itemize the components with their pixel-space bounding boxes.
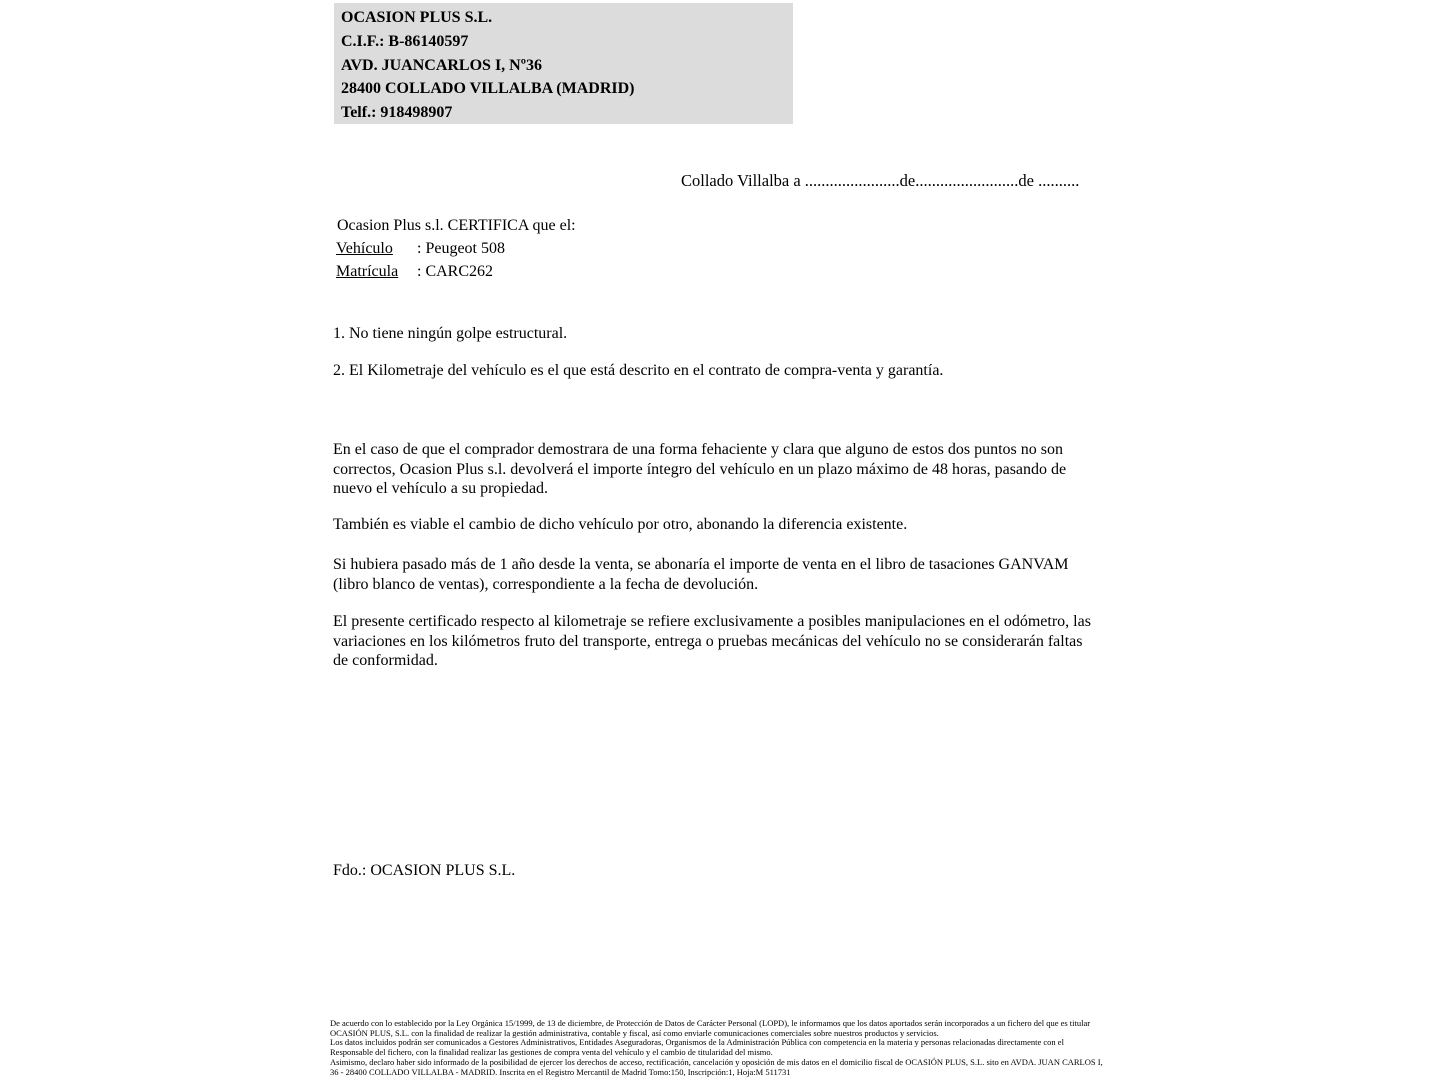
point-1: 1. No tiene ningún golpe estructural. — [333, 325, 568, 342]
signature-line: Fdo.: OCASION PLUS S.L. — [333, 862, 516, 879]
paragraph-ganvam-valuation: Si hubiera pasado más de 1 año desde la venta, se abonaría el importe de venta en el libro de tasaciones GANVAM (libro blanco de ventas), correspondiente a la fecha de devolución. — [333, 556, 1069, 593]
certification-intro: Ocasion Plus s.l. CERTIFICA que el: — [337, 217, 576, 234]
paragraph-odometer-disclaimer: El presente certificado respecto al kilometraje se refiere exclusivamente a posibles manipulaciones en el odómetro, las variaciones en los kilómetros fruto del transporte, entrega o pruebas mecánicas del vehículo no se considerarán faltas de conformidad. — [333, 613, 1091, 670]
paragraph-refund-policy: En el caso de que el comprador demostrara de una forma fehaciente y clara que alguno de estos dos puntos no son correctos, Ocasion Plus s.l. devolverá el importe íntegro del vehículo en un plazo máximo de 48 horas, pasando de nuevo el vehículo a su propiedad. — [333, 441, 1067, 498]
plate-value: : CARC262 — [417, 263, 494, 280]
vehicle-value: : Peugeot 508 — [417, 240, 505, 257]
date-line: Collado Villalba a .......................de.........................de .......... — [681, 171, 1080, 190]
company-address: AVD. JUANCARLOS I, Nº36 — [341, 56, 543, 74]
company-cif: C.I.F.: B-86140597 — [341, 32, 469, 50]
company-phone: Telf.: 918498907 — [341, 104, 453, 122]
legal-paragraph-rights: Asimismo, declaro haber sido informado de la posibilidad de ejercer los derechos de acceso, rectificación, cancelación y oposición de mis datos en el domicilio fiscal de OCASIÓN PLUS, S.L. sito en AVDA. JUAN CARLOS I, 36 - 28400 COLLADO VILLALBA - MADRID. Inscrita en el Registro Mercantil de Madrid Tomo:150, Inscripción:1, Hoja:M 511731 — [330, 1056, 1103, 1077]
company-header-box — [334, 3, 793, 124]
company-city: 28400 COLLADO VILLALBA (MADRID) — [341, 80, 635, 98]
legal-fine-print — [330, 1019, 1106, 1077]
legal-paragraph-lopd: De acuerdo con lo establecido por la Ley Orgánica 15/1999, de 13 de diciembre, de Protección de Datos de Carácter Personal (LOPD), le informamos que los datos aportados serán incorporados a un fichero del que es titular OCASIÓN PLUS, S.L. con la finalidad de realizar la gestión administrativa, contable y fiscal, así como enviarle comunicaciones comerciales sobre nuestros productos y servicios. — [330, 1018, 1091, 1038]
paragraph-exchange-option: También es viable el cambio de dicho vehículo por otro, abonando la diferencia existente. — [333, 516, 908, 533]
plate-row — [336, 263, 493, 281]
vehicle-row — [336, 240, 505, 258]
legal-paragraph-data-sharing: Los datos incluidos podrán ser comunicados a Gestores Administrativos, Entidades Aseguradoras, Organismos de la Administración Pública con competencia en la materia y personas relacionadas directamente con el Responsable del fichero, con la finalidad realizar las gestiones de compra venta del vehículo y el cambio de titularidad del mismo. — [330, 1037, 1064, 1058]
point-2: 2. El Kilometraje del vehículo es el que está descrito en el contrato de compra-venta y garantía. — [333, 362, 944, 379]
company-name: OCASION PLUS S.L. — [341, 9, 493, 26]
vehicle-label: Vehículo — [336, 240, 393, 257]
plate-label: Matrícula — [336, 263, 399, 280]
